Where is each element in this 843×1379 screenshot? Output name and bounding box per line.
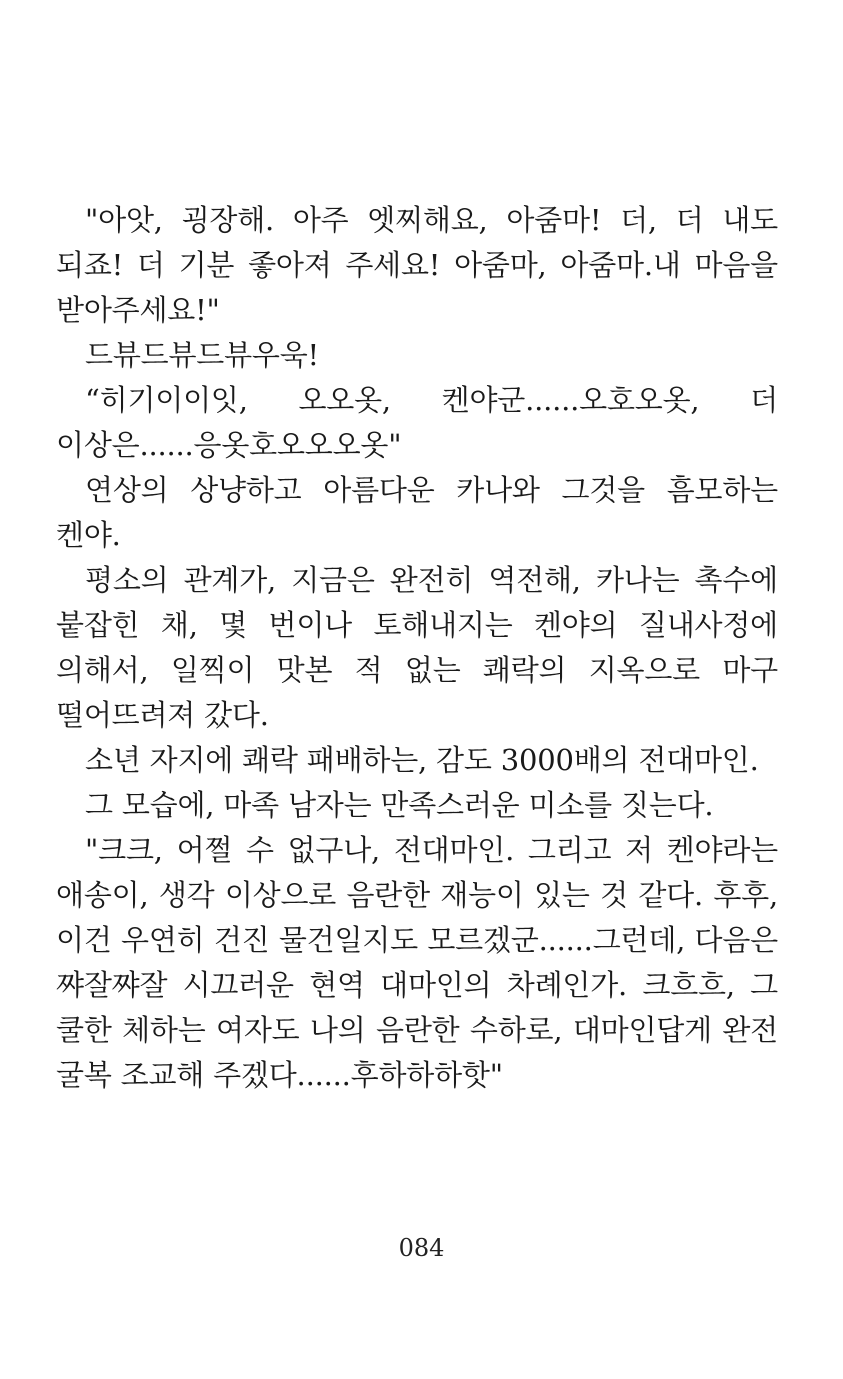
page-number: 084 (398, 1234, 445, 1262)
paragraph-narration-1: 연상의 상냥하고 아름다운 카나와 그것을 흠모하는 켄야. (56, 473, 778, 552)
paragraph-dialogue-1: "아앗, 굉장해. 아주 엣찌해요, 아줌마! 더, 더 내도 되죠! 더 기분 좋아져 주세요! 아줌마, 아줌마.내 마음을 받아주세요!" (56, 203, 778, 327)
body-text (56, 198, 778, 1098)
paragraph-narration-2: 평소의 관계가, 지금은 완전히 역전해, 카나는 촉수에 붙잡힌 채, 몇 번이나 토해내지는 켄야의 질내사정에 의해서, 일찍이 맛본 적 없는 쾌락의 지옥으로 마구 떨어뜨려져 갔다. (56, 563, 778, 732)
paragraph-dialogue-2: “히기이이잇, 오오옷, 켄야군......오호오옷, 더 이상은......응옷호오오오옷" (56, 383, 778, 462)
paragraph-sound-effect: 드뷰드뷰드뷰우욱! (85, 338, 319, 372)
paragraph-dialogue-3: "크크, 어쩔 수 없구나, 전대마인. 그리고 저 켄야라는 애송이, 생각 이상으로 음란한 재능이 있는 것 같다. 후후, 이건 우연히 건진 물건일지도 모르겠군......그런데, 다음은 쨔잘쨔잘 시끄러운 현역 대마인의 차례인가. 크흐흐, 그 쿨한 체하는 여자도 나의 음란한 수하로, 대마인답게 완전 굴복 조교해 주겠다......후하하하핫" (56, 833, 778, 1092)
paragraph-narration-3: 소년 자지에 쾌락 패배하는, 감도 3000배의 전대마인. (85, 743, 759, 777)
paragraph-narration-4: 그 모습에, 마족 남자는 만족스러운 미소를 짓는다. (85, 788, 714, 822)
